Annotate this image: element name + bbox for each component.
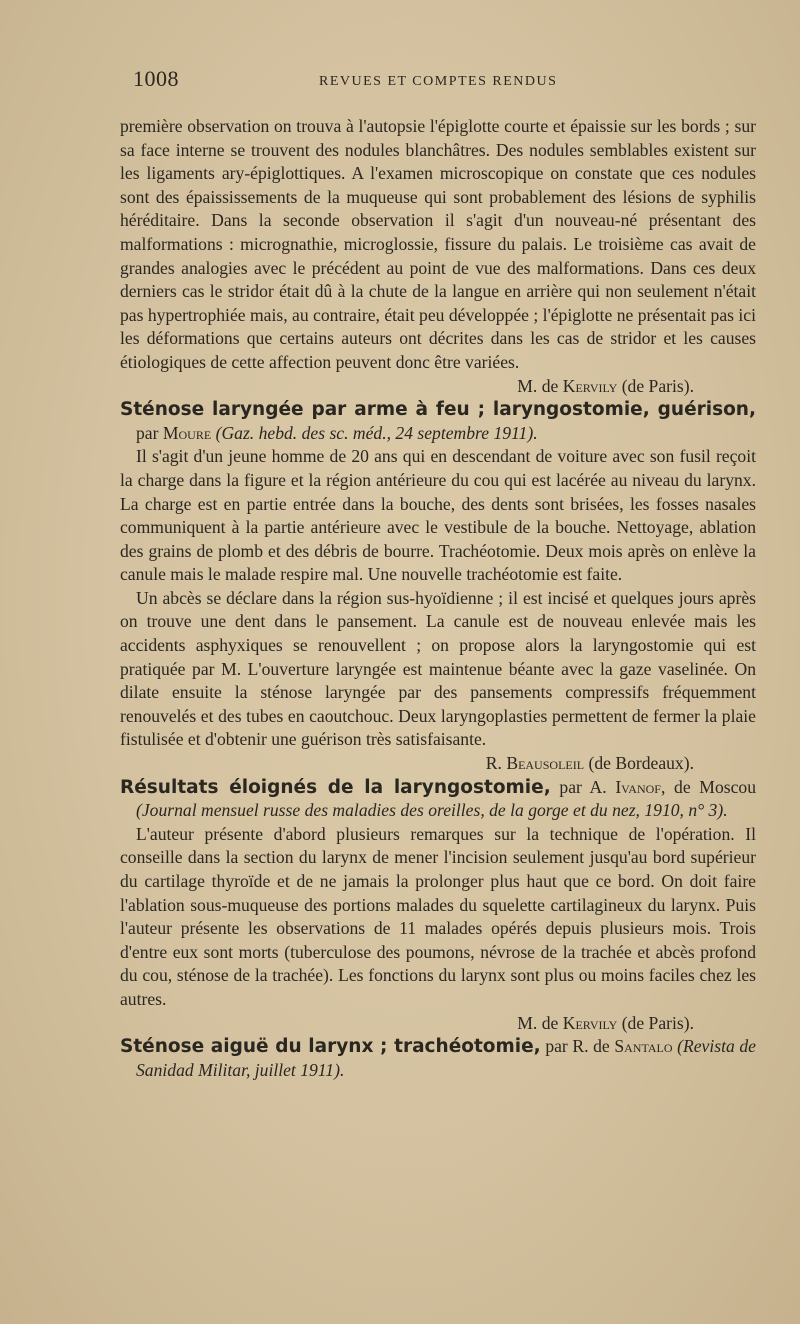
article-heading: Sténose aiguë du larynx ; trachéotomie, par R. de Santalo (Revista de Sanidad Militar, juillet 1911). (120, 1036, 756, 1080)
article-source: (Revista de Sanidad Militar, juillet 1911). (136, 1036, 756, 1080)
article-source: (Gaz. hebd. des sc. méd., 24 septembre 1911). (215, 422, 538, 443)
article-title: Sténose aiguë du larynx ; trachéotomie, (120, 1036, 541, 1058)
signature: R. Beausoleil (de Bordeaux). (485, 753, 694, 774)
article-author: Ivanof (615, 776, 661, 797)
page-number: 1008 (133, 66, 179, 91)
article-author: Moure (162, 422, 212, 443)
article-author: Santalo (614, 1036, 673, 1057)
page-body (120, 115, 756, 1082)
signature: M. de Kervily (de Paris). (517, 1012, 694, 1033)
article-title: Sténose laryngée par arme à feu ; laryngostomie, guérison, (120, 399, 756, 421)
article-heading: Sténose laryngée par arme à feu ; laryngostomie, guérison, par Moure (Gaz. hebd. des sc. méd., 24 septembre 1911). (120, 399, 756, 443)
running-title: REVUES ET COMPTES RENDUS (319, 74, 558, 89)
signature: M. de Kervily (de Paris). (517, 375, 694, 396)
paragraph-continued: première observation on trouva à l'autopsie l'épiglotte courte et épaissie sur les bords ; sur sa face interne se trouvent des nodules blanchâtres. Des nodules semblables existent sur les ligaments ary-épiglottiques. A l'examen microscopique on constate que ces nodules sont des épaississements de la muqueuse qui sont probablement des lésions de syphilis héréditaire. Dans la seconde observation il s'agit d'un nouveau-né présentant des malformations : micrognathie, microglossie, fissure du palais. Le troisième cas avait de grandes analogies avec le précédent au point de vue des malformations. Dans ces deux derniers cas le stridor était dû à la chute de la langue en arrière qui non seulement n'était pas hypertrophiée mais, au contraire, était peu développée ; l'épiglotte ne présentait pas ici les déformations que certains auteurs ont décrites dans les cas de stridor et les causes étiologiques de cette affection peuvent donc être variées. (120, 116, 756, 372)
paragraph: L'auteur présente d'abord plusieurs remarques sur la technique de l'opération. Il conseille dans la section du larynx de mener l'incision seulement jusqu'au bord supérieur du cartilage thyroïde et de ne jamais la prolonger plus haut que ce bord. On doit faire l'ablation sous-muqueuse des portions malades du squelette cartilagineux du larynx. Puis l'auteur présente les observations de 11 malades opérés depuis plusieurs mois. Trois d'entre eux sont morts (tuberculose des poumons, névrose de la trachée et abcès profond du cou, sténose de la trachée). Les fonctions du larynx sont plus ou moins faciles chez les autres. (120, 823, 756, 1009)
article-title: Résultats éloignés de la laryngostomie, (120, 776, 551, 798)
paragraph: Il s'agit d'un jeune homme de 20 ans qui en descendant de voiture avec son fusil reçoit la charge dans la figure et la région antérieure du cou qui est lacérée au niveau du larynx. La charge est en partie entrée dans la bouche, des dents sont brisées, les fosses nasales communiquent à la partie antérieure avec le vestibule de la bouche. Nettoyage, ablation des grains de plomb et des débris de bourre. Trachéotomie. Deux mois après on enlève la canule mais le malade respire mal. Une nouvelle trachéotomie est faite. (120, 446, 756, 585)
article-heading: Résultats éloignés de la laryngostomie, par A. Ivanof, de Moscou (Journal mensuel russe des maladies des oreilles, de la gorge et du nez, 1910, n° 3). (120, 776, 756, 821)
page-header (133, 66, 753, 96)
paragraph: Un abcès se déclare dans la région sus-hyoïdienne ; il est incisé et quelques jours après on trouve une dent dans le pansement. La canule est de nouveau enlevée mais les accidents asphyxiques se renouvellent ; on propose alors la laryngostomie qui est pratiquée par M. L'ouverture laryngée est maintenue béante avec la gaze vaselinée. On dilate ensuite la sténose laryngée par des pansements compressifs fréquemment renouvelés et des tubes en caoutchouc. Deux laryngoplasties permettent de fermer la plaie fistulisée et d'obtenir une guérison très satisfaisante. (120, 587, 756, 750)
article-source: (Journal mensuel russe des maladies des oreilles, de la gorge et du nez, 1910, n° 3). (136, 800, 728, 821)
